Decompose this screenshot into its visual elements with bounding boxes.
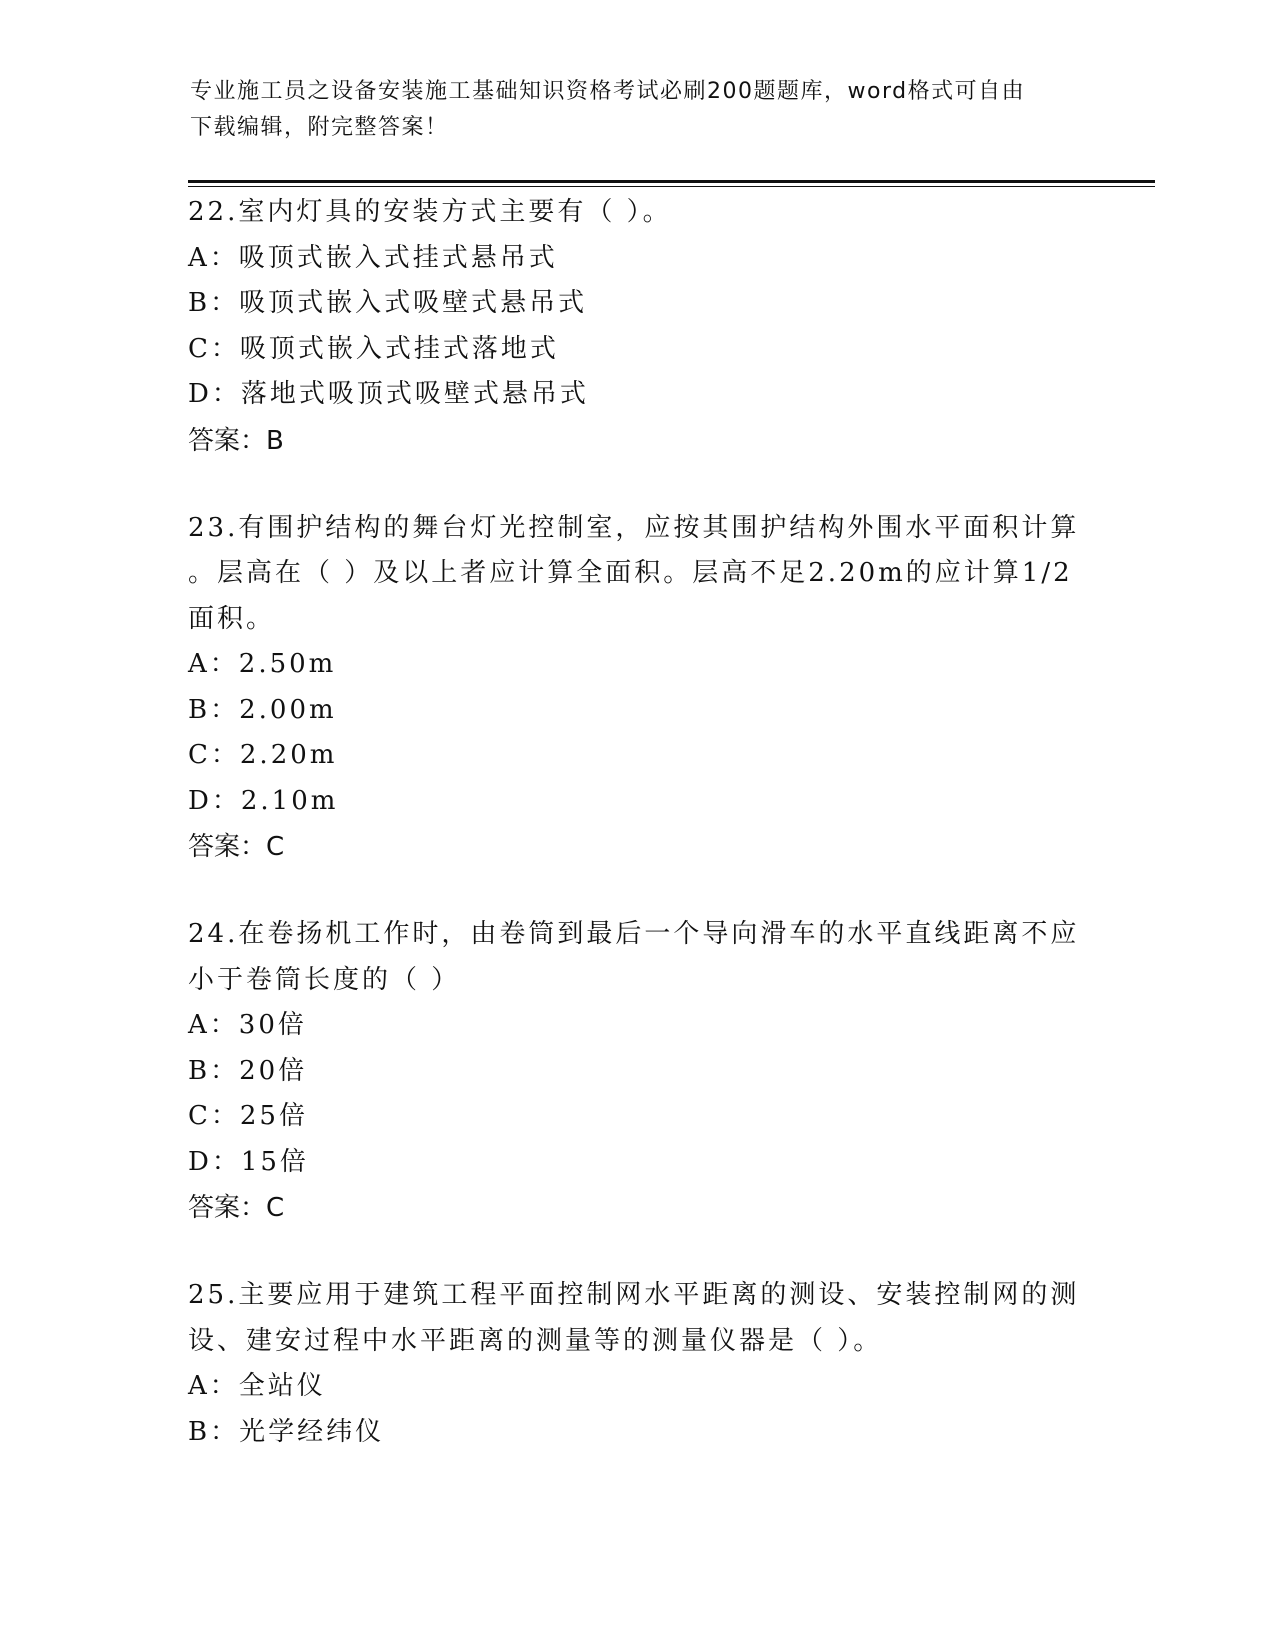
answer: 答案：C bbox=[188, 832, 285, 862]
option-b: B：20倍 bbox=[188, 1055, 308, 1086]
question-22 bbox=[188, 190, 1088, 464]
option-d: D：2.10m bbox=[188, 785, 339, 816]
option-b: B：光学经纬仪 bbox=[188, 1416, 385, 1447]
header-line-2: 下载编辑，附完整答案！ bbox=[190, 115, 449, 140]
question-spacer bbox=[188, 464, 1088, 506]
question-25 bbox=[188, 1273, 1088, 1455]
option-a: A：全站仪 bbox=[188, 1371, 326, 1401]
question-24 bbox=[188, 912, 1088, 1231]
answer: 答案：C bbox=[188, 1193, 285, 1223]
question-spacer bbox=[188, 870, 1088, 912]
option-c: C：吸顶式嵌入式挂式落地式 bbox=[188, 333, 559, 364]
option-c: C：2.20m bbox=[188, 740, 338, 770]
header-divider-thin bbox=[188, 186, 1155, 187]
option-c: C：25倍 bbox=[188, 1101, 308, 1131]
question-23 bbox=[188, 506, 1088, 871]
question-text-line: 设、建安过程中水平距离的测量等的测量仪器是（ ）。 bbox=[188, 1325, 883, 1356]
header-line-1: 专业施工员之设备安装施工基础知识资格考试必刷200题题库，word格式可自由 bbox=[190, 79, 1026, 104]
answer: 答案：B bbox=[188, 425, 284, 456]
option-b: B：2.00m bbox=[188, 694, 337, 725]
option-a: A：30倍 bbox=[188, 1010, 307, 1040]
question-text-line: 25.主要应用于建筑工程平面控制网水平距离的测设、安装控制网的测 bbox=[188, 1280, 1080, 1310]
document-header bbox=[190, 74, 1090, 146]
option-d: D：15倍 bbox=[188, 1146, 309, 1177]
question-text-line: 。层高在（ ）及以上者应计算全面积。层高不足2.20m的应计算1/2 bbox=[188, 558, 1073, 588]
question-text-line: 小于卷筒长度的（ ） bbox=[188, 964, 461, 995]
option-d: D：落地式吸顶式吸壁式悬吊式 bbox=[188, 379, 589, 409]
header-divider-thick bbox=[188, 180, 1155, 183]
question-list bbox=[188, 190, 1088, 1455]
question-spacer bbox=[188, 1231, 1088, 1273]
option-b: B：吸顶式嵌入式吸壁式悬吊式 bbox=[188, 288, 588, 318]
option-a: A：吸顶式嵌入式挂式悬吊式 bbox=[188, 242, 558, 273]
question-text-line: 22.室内灯具的安装方式主要有（ ）。 bbox=[188, 197, 672, 227]
question-text-line: 24.在卷扬机工作时，由卷筒到最后一个导向滑车的水平直线距离不应 bbox=[188, 919, 1080, 949]
question-text-line: 面积。 bbox=[188, 603, 276, 634]
question-text-line: 23.有围护结构的舞台灯光控制室，应按其围护结构外围水平面积计算 bbox=[188, 512, 1080, 543]
option-a: A：2.50m bbox=[188, 649, 337, 679]
